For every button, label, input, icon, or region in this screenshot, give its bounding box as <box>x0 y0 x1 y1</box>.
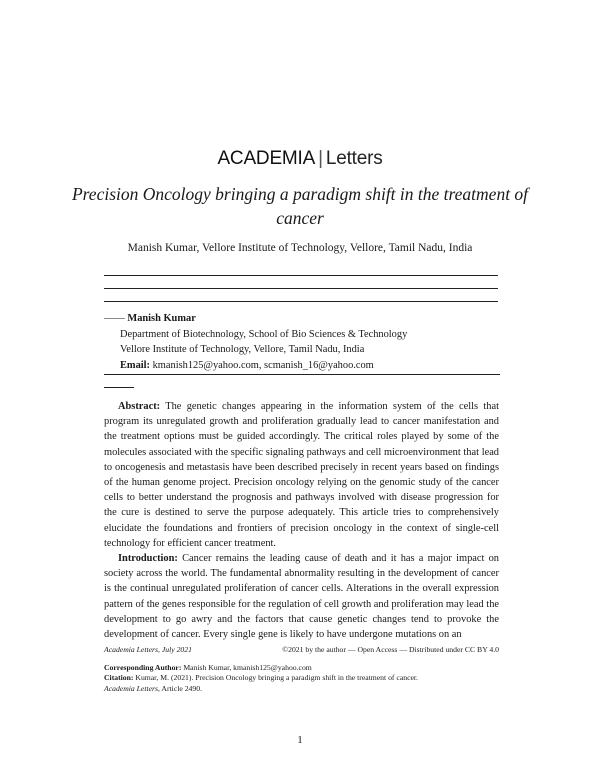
separator-rule-5 <box>104 387 134 388</box>
author-email <box>104 358 504 374</box>
email-label: Email: <box>120 359 151 371</box>
citation-journal: Academia Letters <box>104 683 159 693</box>
corresponding-author-value: Manish Kumar, kmanish125@yahoo.com <box>181 662 312 672</box>
brand-academia: ACADEMIA <box>217 148 316 169</box>
citation-label: Citation: <box>104 673 134 682</box>
author-name-prefix: —— <box>104 313 128 324</box>
abstract-label: Abstract: <box>118 401 161 412</box>
separator-rule-4 <box>104 374 500 375</box>
page-number: 1 <box>297 734 303 746</box>
author-affiliation-line: Manish Kumar, Vellore Institute of Technology, Vellore, Tamil Nadu, India <box>127 242 473 254</box>
separator-rule-1 <box>104 275 498 276</box>
corresponding-author <box>104 663 499 674</box>
academia-letters-logo <box>0 148 600 170</box>
author-block <box>104 311 504 373</box>
introduction-label: Introduction: <box>118 553 178 565</box>
citation-article: , Article 2490. <box>158 683 202 693</box>
citation <box>104 673 499 684</box>
introduction-paragraph <box>104 551 499 642</box>
page-footer <box>104 645 499 694</box>
introduction-text: Cancer remains the leading cause of death and it has a major impact on society across the world. The fundamental abnormality resulting in the development of cancer is the continual unregulated proliferation of cancer cells. Alterations in the overall expression pattern of the genes responsible for the regulation of cell growth and proliferation may lead the development to go awry and the factors that cause genetic changes tend to provoke the development of cancer. Every single gene is likely to have undergone mutations on an <box>104 553 499 641</box>
author-institute: Vellore Institute of Technology, Vellore, Tamil Nadu, India <box>120 344 365 355</box>
footer-top-row <box>104 645 499 656</box>
author-department: Department of Biotechnology, School of Bio Sciences & Technology <box>120 328 408 340</box>
author-name-line <box>104 311 504 327</box>
brand-separator: | <box>318 148 323 169</box>
license-text: ©2021 by the author — Open Access — Distributed under CC BY 4.0 <box>282 645 499 654</box>
abstract-text: The genetic changes appearing in the information system of the cells that program its unregulated growth and proliferation gradually lead to cancer manifestation and the treatment options must be guided accordingly. The critical roles played by some of the molecules associated with the specific signaling pathways and cell microenvironment that lead to oncogenesis and metastasis have been described precisely in recent years based on findings of the human genome project. Precision oncology relying on the genomic study of the cancer cells to better understand the prognosis and pathways involved with disease progression for the cure is destined to serve the purpose adequately. This article tries to comprehensively elucidate the foundations and frontiers of precision oncology in the context of single-cell technology for efficient cancer treatment. <box>104 401 499 549</box>
separator-rule-3 <box>104 301 498 302</box>
separator-rule-2 <box>104 288 498 289</box>
email-value: kmanish125@yahoo.com, scmanish_16@yahoo.com <box>150 359 374 371</box>
citation-value: Kumar, M. (2021). Precision Oncology bringing a paradigm shift in the treatment of cancer. <box>133 673 418 682</box>
author-name: Manish Kumar <box>127 313 196 324</box>
citation-journal-line <box>104 684 499 695</box>
article-title: Precision Oncology bringing a paradigm shift in the treatment of cancer <box>71 184 529 228</box>
abstract-paragraph <box>104 399 499 551</box>
corresponding-author-label: Corresponding Author: <box>104 662 182 672</box>
brand-letters: Letters <box>325 148 383 169</box>
article-body <box>104 399 499 642</box>
journal-date: Academia Letters, July 2021 <box>104 645 192 654</box>
